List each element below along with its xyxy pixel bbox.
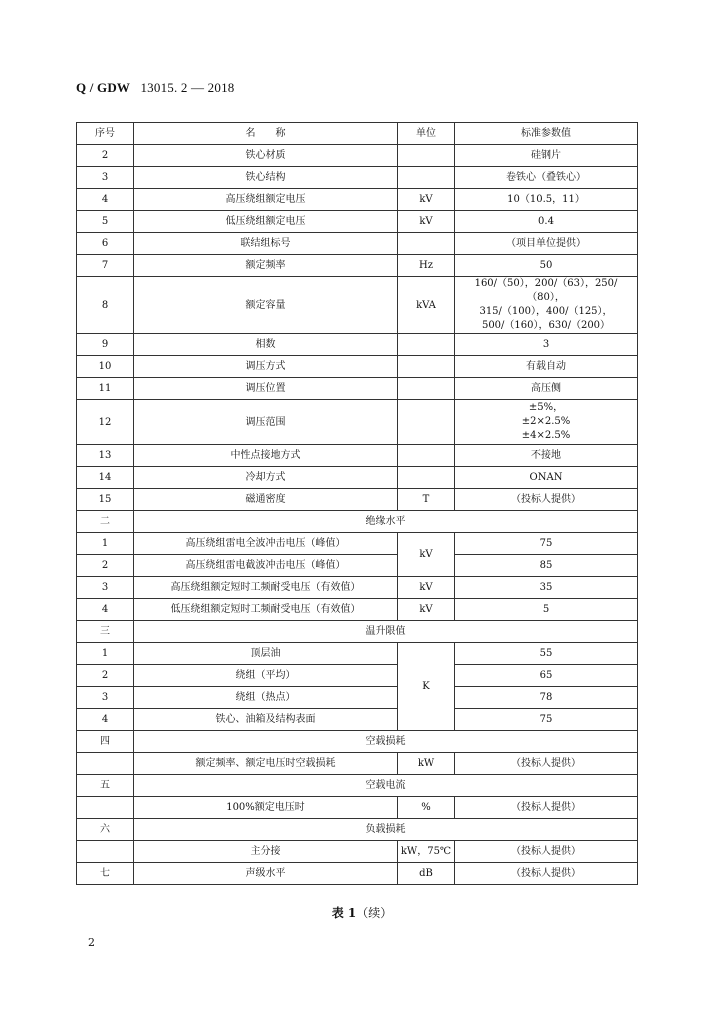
row-number: 1 xyxy=(77,533,134,555)
section-number: 五 xyxy=(77,775,134,797)
row-name: 冷却方式 xyxy=(134,467,398,489)
row-unit: % xyxy=(398,797,455,819)
section-row xyxy=(77,731,638,753)
section-number: 三 xyxy=(77,621,134,643)
row-value: 有载自动 xyxy=(455,356,638,378)
section-row xyxy=(77,819,638,841)
row-number xyxy=(77,841,134,863)
row-value: 65 xyxy=(455,665,638,687)
row-value: 50 xyxy=(455,255,638,277)
row-unit: kV xyxy=(398,189,455,211)
row-value xyxy=(455,277,638,334)
section-title: 绝缘水平 xyxy=(134,511,638,533)
value-line: ±4×2.5% xyxy=(521,430,571,441)
table-row xyxy=(77,334,638,356)
row-unit: kVA xyxy=(398,277,455,334)
row-number: 4 xyxy=(77,709,134,731)
row-number: 6 xyxy=(77,233,134,255)
row-number: 3 xyxy=(77,167,134,189)
row-name: 高压绕组雷电截波冲击电压（峰值） xyxy=(134,555,398,577)
section-title: 负载损耗 xyxy=(134,819,638,841)
row-number: 11 xyxy=(77,378,134,400)
table-row xyxy=(77,863,638,885)
value-line: 315/（100），400/（125）， xyxy=(479,306,613,317)
section-title: 温升限值 xyxy=(134,621,638,643)
table-row xyxy=(77,356,638,378)
row-number: 5 xyxy=(77,211,134,233)
row-value: 78 xyxy=(455,687,638,709)
row-number xyxy=(77,753,134,775)
row-unit xyxy=(398,233,455,255)
column-header-unit: 单位 xyxy=(398,123,455,145)
table-row xyxy=(77,489,638,511)
row-name: 100%额定电压时 xyxy=(134,797,398,819)
row-name: 相数 xyxy=(134,334,398,356)
table-row xyxy=(77,467,638,489)
row-value: （投标人提供） xyxy=(455,863,638,885)
standard-number: 13015. 2 — 2018 xyxy=(140,80,235,95)
row-name: 绕组（热点） xyxy=(134,687,398,709)
row-unit: kW xyxy=(398,753,455,775)
row-unit: Hz xyxy=(398,255,455,277)
row-number: 15 xyxy=(77,489,134,511)
row-number: 12 xyxy=(77,400,134,445)
value-line: 160/（50），200/（63），250/（80）， xyxy=(474,278,618,303)
row-value: 3 xyxy=(455,334,638,356)
row-value xyxy=(455,400,638,445)
section-row xyxy=(77,621,638,643)
table-row xyxy=(77,277,638,334)
table-row xyxy=(77,445,638,467)
row-value: 0.4 xyxy=(455,211,638,233)
row-name: 额定容量 xyxy=(134,277,398,334)
table-row xyxy=(77,555,638,577)
row-unit xyxy=(398,356,455,378)
row-number xyxy=(77,797,134,819)
row-unit: kW，75℃ xyxy=(398,841,455,863)
row-name: 调压方式 xyxy=(134,356,398,378)
row-value: 10（10.5，11） xyxy=(455,189,638,211)
row-name: 声级水平 xyxy=(134,863,398,885)
row-name: 低压绕组额定电压 xyxy=(134,211,398,233)
row-name: 调压位置 xyxy=(134,378,398,400)
row-unit xyxy=(398,400,455,445)
table-row xyxy=(77,797,638,819)
table-row xyxy=(77,378,638,400)
table-row xyxy=(77,577,638,599)
row-name: 主分接 xyxy=(134,841,398,863)
table-row xyxy=(77,189,638,211)
section-title: 空载损耗 xyxy=(134,731,638,753)
value-line: 500/（160），630/（200） xyxy=(481,320,611,331)
row-number: 4 xyxy=(77,189,134,211)
value-line: ±5%， xyxy=(528,402,564,413)
section-row xyxy=(77,511,638,533)
row-value: 75 xyxy=(455,709,638,731)
table-row xyxy=(77,665,638,687)
table-row xyxy=(77,533,638,555)
row-value: （投标人提供） xyxy=(455,753,638,775)
table-row xyxy=(77,167,638,189)
row-name: 铁心、油箱及结构表面 xyxy=(134,709,398,731)
row-value: （投标人提供） xyxy=(455,797,638,819)
row-value: 硅钢片 xyxy=(455,145,638,167)
row-unit: kV xyxy=(398,533,455,577)
row-name: 铁心材质 xyxy=(134,145,398,167)
row-value: （投标人提供） xyxy=(455,841,638,863)
row-number: 2 xyxy=(77,145,134,167)
row-number: 1 xyxy=(77,643,134,665)
row-value: 不接地 xyxy=(455,445,638,467)
row-number: 2 xyxy=(77,665,134,687)
column-header-name: 名 称 xyxy=(134,123,398,145)
table-row xyxy=(77,599,638,621)
row-unit xyxy=(398,467,455,489)
row-name: 额定频率、额定电压时空载损耗 xyxy=(134,753,398,775)
section-title: 空载电流 xyxy=(134,775,638,797)
document-header xyxy=(76,80,234,96)
row-unit xyxy=(398,334,455,356)
row-number: 4 xyxy=(77,599,134,621)
table-row xyxy=(77,709,638,731)
row-number: 3 xyxy=(77,577,134,599)
row-name: 调压范围 xyxy=(134,400,398,445)
row-name: 铁心结构 xyxy=(134,167,398,189)
table-header-row xyxy=(77,123,638,145)
row-unit: dB xyxy=(398,863,455,885)
section-row xyxy=(77,775,638,797)
row-name: 磁通密度 xyxy=(134,489,398,511)
row-number: 14 xyxy=(77,467,134,489)
caption-suffix: （续） xyxy=(356,906,393,920)
row-unit xyxy=(398,145,455,167)
row-unit: T xyxy=(398,489,455,511)
row-value: 卷铁心（叠铁心） xyxy=(455,167,638,189)
table-row xyxy=(77,255,638,277)
row-number: 7 xyxy=(77,255,134,277)
column-header-number: 序号 xyxy=(77,123,134,145)
caption-label: 表 1 xyxy=(331,906,357,920)
row-name: 额定频率 xyxy=(134,255,398,277)
standard-code: Q / GDW xyxy=(76,80,131,95)
row-name: 联结组标号 xyxy=(134,233,398,255)
table-caption xyxy=(0,904,724,921)
row-value: ONAN xyxy=(455,467,638,489)
row-number: 8 xyxy=(77,277,134,334)
row-value: （项目单位提供） xyxy=(455,233,638,255)
row-unit: K xyxy=(398,643,455,731)
row-unit: kV xyxy=(398,211,455,233)
row-value: 高压侧 xyxy=(455,378,638,400)
row-name: 高压绕组额定电压 xyxy=(134,189,398,211)
row-unit: kV xyxy=(398,599,455,621)
page-number: 2 xyxy=(88,936,95,949)
row-number: 10 xyxy=(77,356,134,378)
section-number: 四 xyxy=(77,731,134,753)
value-line: ±2×2.5% xyxy=(521,416,571,427)
row-value: 55 xyxy=(455,643,638,665)
row-number: 2 xyxy=(77,555,134,577)
table-row xyxy=(77,233,638,255)
row-value: 85 xyxy=(455,555,638,577)
row-name: 顶层油 xyxy=(134,643,398,665)
column-header-value: 标准参数值 xyxy=(455,123,638,145)
section-number: 六 xyxy=(77,819,134,841)
row-value: （投标人提供） xyxy=(455,489,638,511)
row-number: 9 xyxy=(77,334,134,356)
row-name: 高压绕组额定短时工频耐受电压（有效值） xyxy=(134,577,398,599)
row-name: 绕组（平均） xyxy=(134,665,398,687)
row-number: 13 xyxy=(77,445,134,467)
section-number: 七 xyxy=(77,863,134,885)
row-value: 75 xyxy=(455,533,638,555)
table-row xyxy=(77,400,638,445)
table-row xyxy=(77,145,638,167)
parameter-table xyxy=(76,122,638,885)
row-value: 35 xyxy=(455,577,638,599)
row-name: 中性点接地方式 xyxy=(134,445,398,467)
table-row xyxy=(77,211,638,233)
table-row xyxy=(77,687,638,709)
row-number: 3 xyxy=(77,687,134,709)
table-row xyxy=(77,841,638,863)
row-name: 低压绕组额定短时工频耐受电压（有效值） xyxy=(134,599,398,621)
row-unit xyxy=(398,445,455,467)
row-unit: kV xyxy=(398,577,455,599)
table-row xyxy=(77,643,638,665)
section-number: 二 xyxy=(77,511,134,533)
row-name: 高压绕组雷电全波冲击电压（峰值） xyxy=(134,533,398,555)
row-unit xyxy=(398,378,455,400)
row-unit xyxy=(398,167,455,189)
table-row xyxy=(77,753,638,775)
row-value: 5 xyxy=(455,599,638,621)
